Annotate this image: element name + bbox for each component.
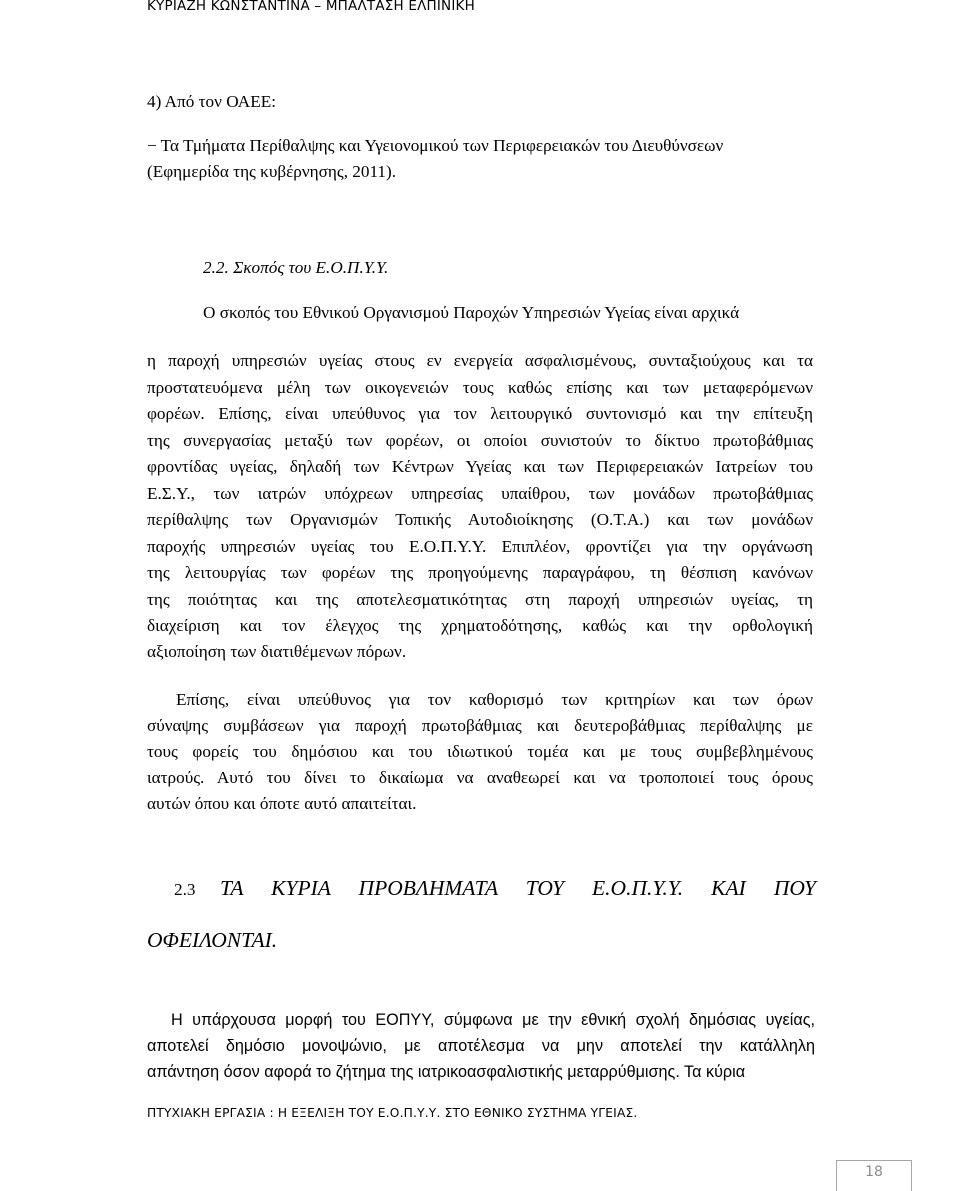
para1-line: προστατευόμενα μέλη των οικογενειών τους καθώς επίσης και των μεταφερόμενων bbox=[147, 378, 813, 397]
para1-line: περίθαλψης των Οργανισμών Τοπικής Αυτοδιοίκησης (Ο.Τ.Α.) και των μονάδων bbox=[147, 510, 813, 529]
section-2-3-heading-cont: ΟΦΕΙΛΟΝΤΑΙ. bbox=[147, 928, 278, 952]
para2-line: τους φορείς του δημόσιου και του ιδιωτικού τομέα και με τους συμβεβλημένους bbox=[147, 742, 813, 761]
para1-line: Ο σκοπός του Εθνικού Οργανισμού Παροχών Υπηρεσιών Υγείας είναι αρχικά bbox=[203, 303, 740, 322]
para1-line: της συνεργασίας μεταξύ των φορέων, οι οποίοι συνιστούν το δίκτυο πρωτοβάθμιας bbox=[147, 431, 813, 450]
bullet-line-2: (Εφημερίδα της κυβέρνησης, 2011). bbox=[147, 162, 397, 181]
section-2-2-heading bbox=[203, 258, 388, 278]
para1-line: αξιοποίηση των διατιθέμενων πόρων. bbox=[147, 642, 407, 661]
para1-line: παροχής υπηρεσιών υγείας του Ε.Ο.Π.Υ.Υ. Επιπλέον, φροντίζει για την οργάνωση bbox=[147, 537, 813, 556]
para1-line: Ε.Σ.Υ., των ιατρών υπόχρεων υπηρεσίας υπαίθρου, των μονάδων πρωτοβάθμιας bbox=[147, 484, 813, 503]
section-2-3-line: απάντηση όσον αφορά το ζήτημα της ιατρικοασφαλιστικής μεταρρύθμισης. Τα κύρια bbox=[147, 1063, 746, 1081]
footer-text: ΠΤΥΧΙΑΚΗ ΕΡΓΑΣΙΑ : Η ΕΞΕΛΙΞΗ ΤΟΥ Ε.Ο.Π.Υ.Υ. ΣΤΟ ΕΘΝΙΚΟ ΣΥΣΤΗΜΑ ΥΓΕΙΑΣ. bbox=[147, 1106, 638, 1120]
para1-line: της λειτουργίας των φορέων της προηγούμενης παραγράφου, τη θέσπιση κανόνων bbox=[147, 563, 813, 582]
para1-line: διαχείριση και τον έλεγχος της χρηματοδότησης, καθώς και την ορθολογική bbox=[147, 616, 813, 635]
page-number-box bbox=[836, 1160, 912, 1191]
para2-line: σύναψης συμβάσεων για παροχή πρωτοβάθμιας και δευτεροβάθμιας περίθαλψης με bbox=[147, 716, 813, 735]
section-2-3-heading: ΤΑ ΚΥΡΙΑ ΠΡΟΒΛΗΜΑΤΑ ΤΟΥ Ε.Ο.Π.Υ.Υ. ΚΑΙ ΠΟΥ bbox=[220, 876, 816, 900]
running-header: ΚΥΡΙΑΖΗ ΚΩΝΣΤΑΝΤΙΝΑ – ΜΠΑΛΤΑΣΗ ΕΛΠΙΝΙΚΗ bbox=[147, 0, 475, 14]
page-number: 18 bbox=[865, 1164, 883, 1180]
para1-line: φορέων. Επίσης, είναι υπεύθυνος για τον λειτουργικό συντονισμό και την επίτευξη bbox=[147, 404, 813, 423]
para2-line: αυτών όπου και όποτε αυτό απαιτείται. bbox=[147, 794, 417, 813]
section-4-heading: 4) Από τον ΟΑΕΕ: bbox=[147, 92, 276, 111]
section-2-3-line: Η υπάρχουσα μορφή του ΕΟΠΥΥ, σύμφωνα με την εθνική σχολή δημόσιας υγείας, bbox=[171, 1011, 815, 1029]
para1-line: φροντίδας υγείας, δηλαδή των Κέντρων Υγείας και των Περιφερειακών Ιατρείων του bbox=[147, 457, 813, 476]
para2-line: Επίσης, είναι υπεύθυνος για τον καθορισμό των κριτηρίων και των όρων bbox=[176, 690, 813, 709]
section-2-3-number: 2.3 bbox=[174, 880, 196, 899]
para1-line: η παροχή υπηρεσιών υγείας στους εν ενεργεία ασφαλισμένους, συνταξιούχους και τα bbox=[147, 351, 813, 370]
section-2-3-line: αποτελεί δημόσιο μονοψώνιο, με αποτέλεσμα να μην αποτελεί την κατάλληλη bbox=[147, 1037, 815, 1055]
para2-line: ιατρούς. Αυτό του δίνει το δικαίωμα να αναθεωρεί και να τροποποιεί τους όρους bbox=[147, 768, 813, 787]
section-2-2-title: 2.2. Σκοπός του Ε.Ο.Π.Υ.Υ. bbox=[203, 258, 389, 277]
bullet-line-1: − Τα Τμήματα Περίθαλψης και Υγειονομικού των Περιφερειακών του Διευθύνσεων bbox=[147, 136, 724, 155]
para1-line: της ποιότητας και της αποτελεσματικότητας στη παροχή υπηρεσιών υγείας, τη bbox=[147, 590, 813, 609]
